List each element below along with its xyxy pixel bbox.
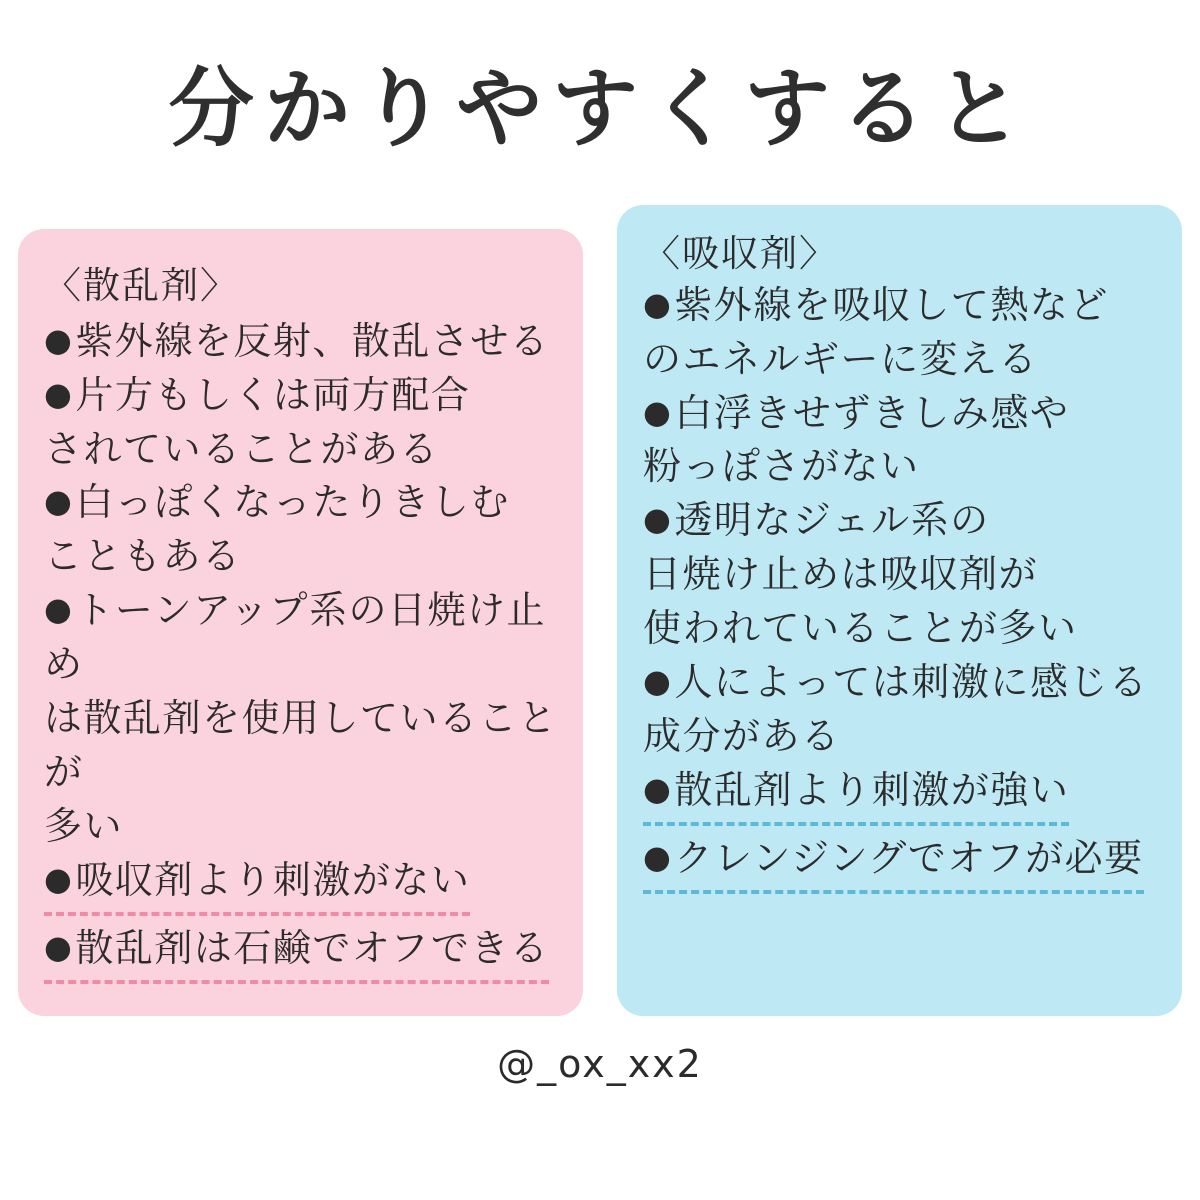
list-item-highlighted: ● 吸収剤より刺激がない [44,854,470,916]
page-title: 分かりやすくすると [168,59,1032,159]
list-item: は散乱剤を使用していることが [44,696,558,795]
list-item: 粉っぽさがない [643,444,920,489]
list-item: ● トーンアップ系の日焼け止め [44,584,561,692]
list-item: ● 紫外線を反射、散乱させる [44,315,561,369]
list-item: 多い [44,804,124,849]
list-item: されていることがある [44,426,440,471]
list-item: ● 紫外線を吸収して熱など [643,279,1160,333]
card-scattering-agent [18,229,583,1016]
list-item: ● 透明なジェル系の [643,494,1160,548]
list-item-highlighted: ● クレンジングでオフが必要 [643,832,1144,894]
card-lines-scattering [44,315,561,990]
list-item-highlighted: ● 散乱剤は石鹸でオフできる [44,922,549,984]
card-heading-scattering: 〈散乱剤〉 [44,263,239,307]
list-item: ● 白っぽくなったりきしむ [44,476,561,530]
card-lines-absorbing [643,279,1160,900]
list-item: ● 人によっては刺激に感じる [643,656,1160,710]
card-heading-absorbing: 〈吸収剤〉 [643,231,838,275]
list-item: 成分がある [643,714,841,759]
author-handle: @_ox_xx2 [497,1042,703,1087]
card-absorbing-agent [617,205,1182,1016]
list-item: ● 片方もしくは両方配合 [44,369,561,423]
comparison-cards [0,205,1200,1016]
list-item: ● 白浮きせずきしみ感や [643,387,1160,441]
list-item: 使われていることが多い [643,606,1078,651]
list-item: こともある [44,534,242,579]
list-item: 日焼け止めは吸収剤が [643,552,1039,597]
list-item-highlighted: ● 散乱剤より刺激が強い [643,764,1069,826]
list-item: のエネルギーに変える [643,336,1039,381]
